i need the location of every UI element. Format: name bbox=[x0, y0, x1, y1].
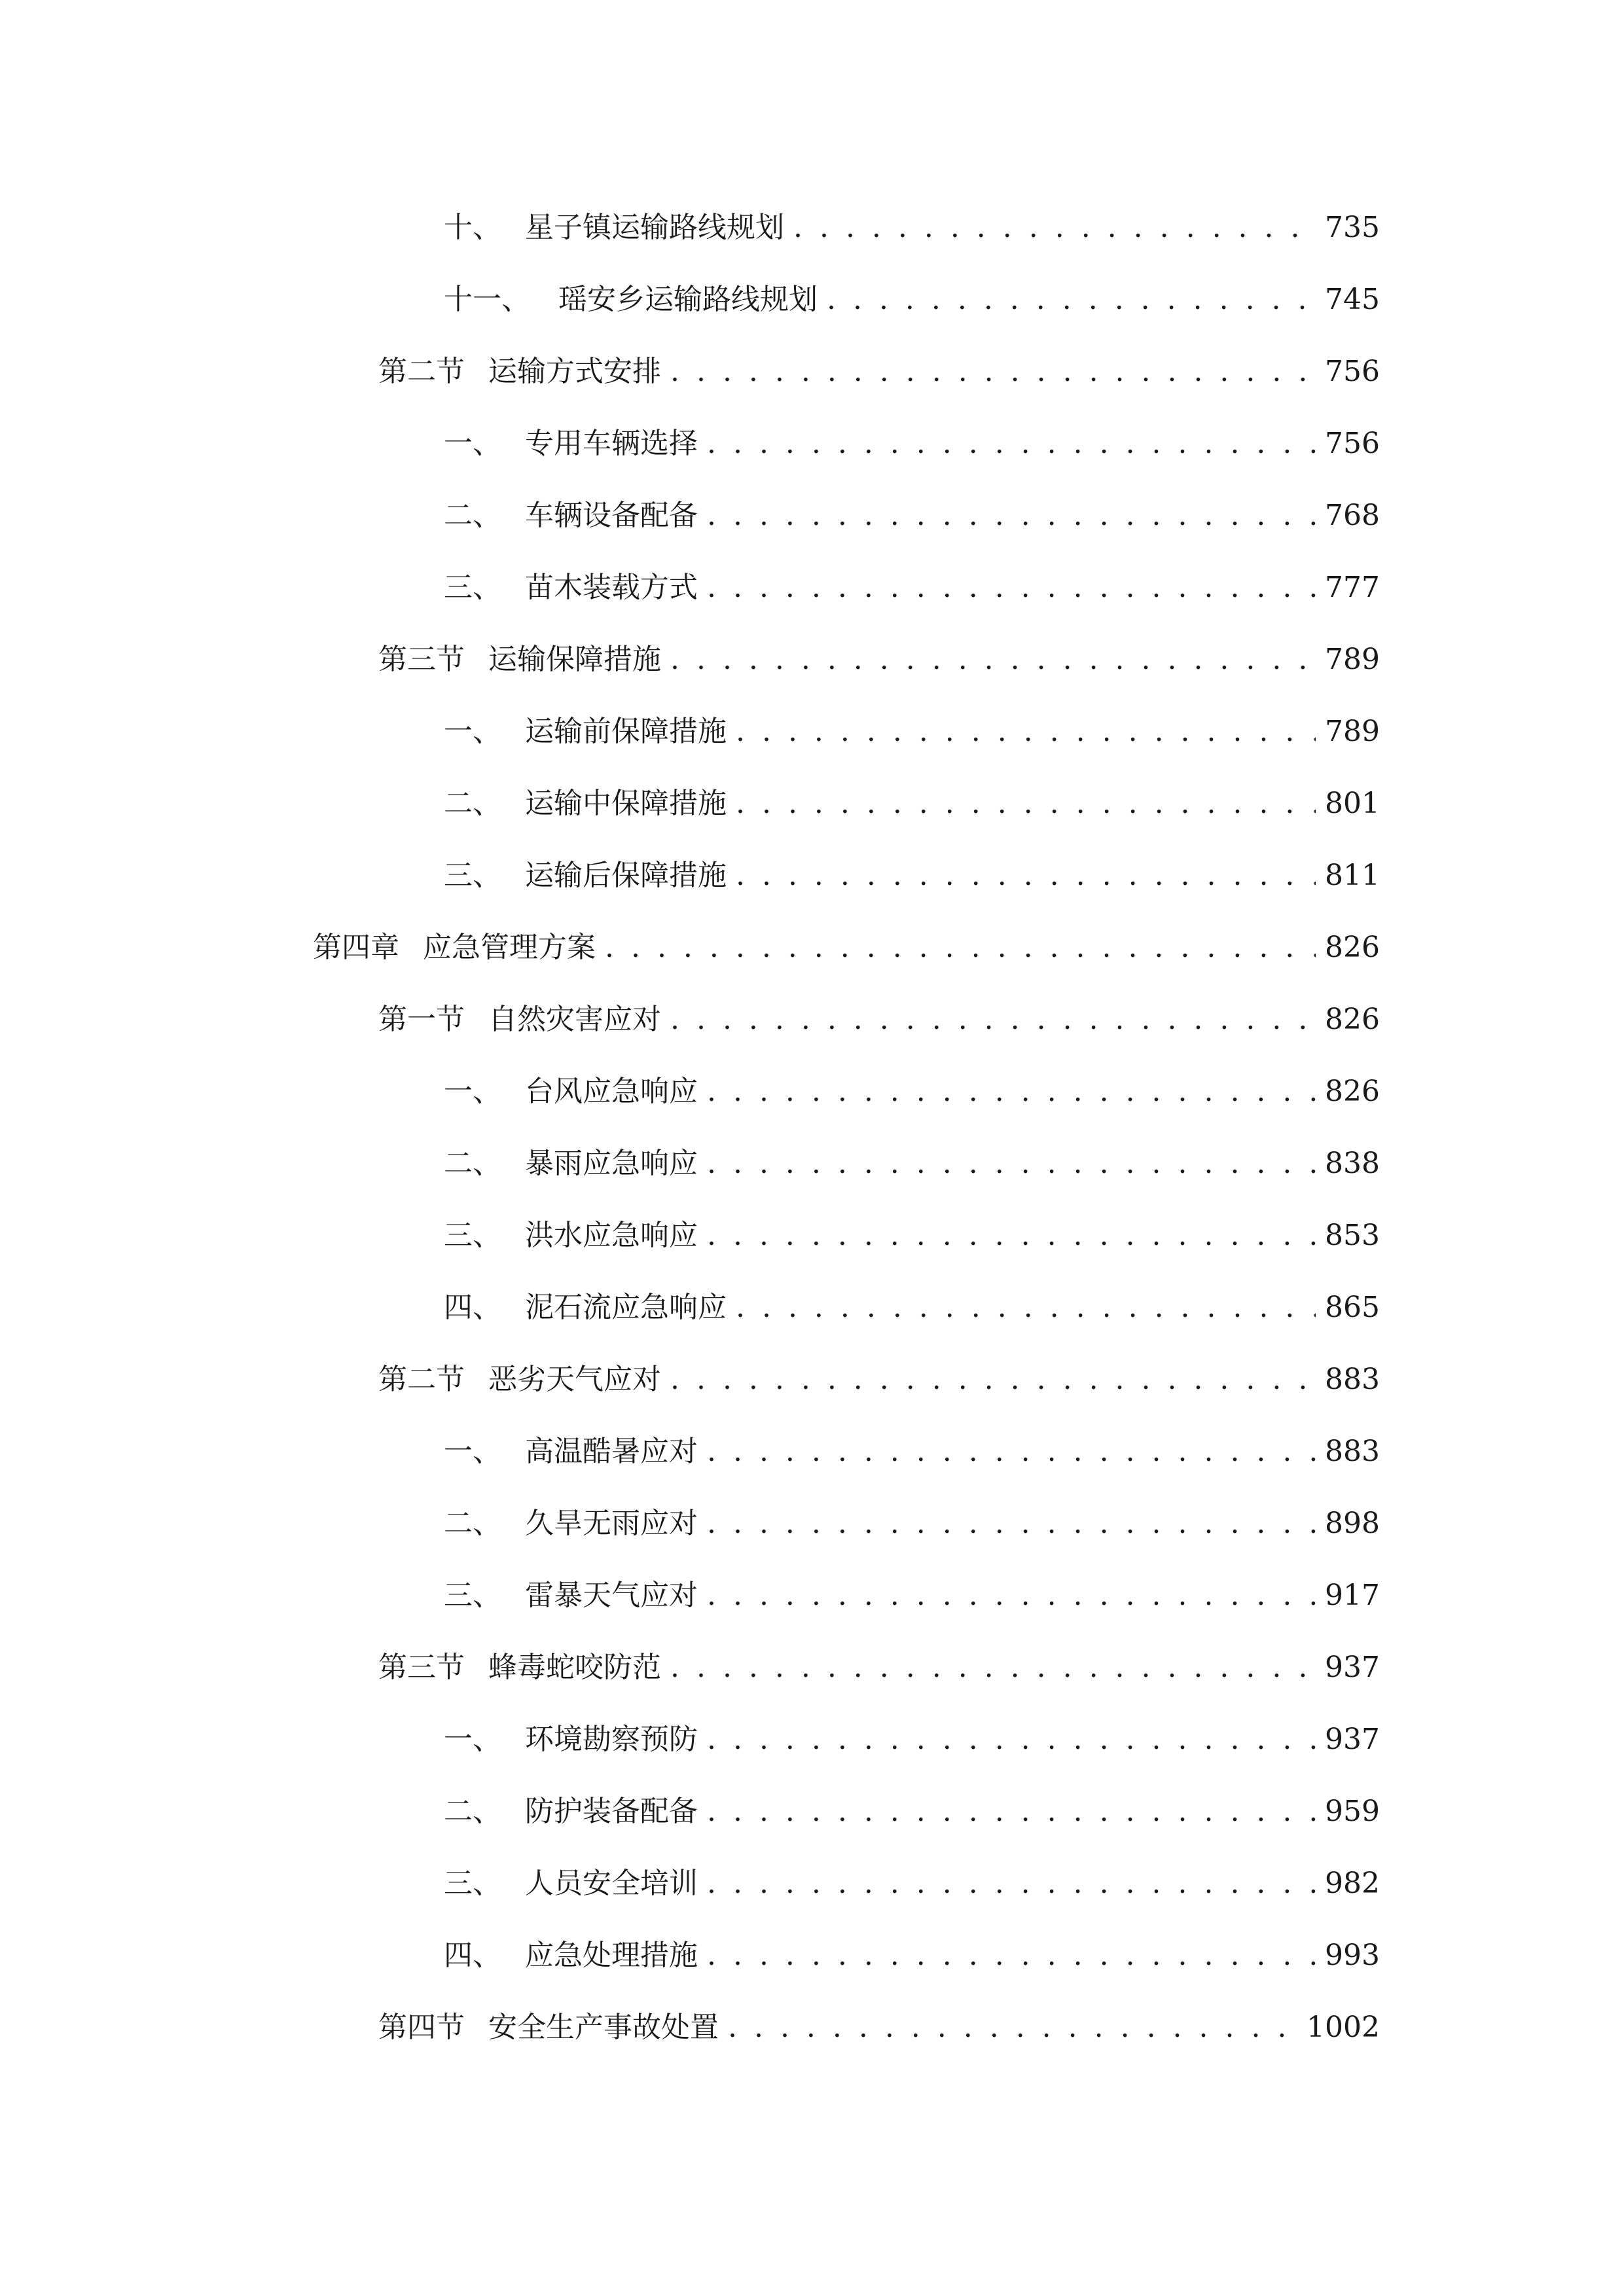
toc-entry-page: 917 bbox=[1325, 1579, 1380, 1612]
toc-entry-title: 苗木装载方式 bbox=[525, 571, 698, 604]
toc-entry[interactable] bbox=[444, 1573, 1380, 1619]
dot-leader bbox=[707, 1429, 1316, 1475]
toc-entry-number: 二、 bbox=[444, 1147, 501, 1180]
toc-entry-number: 四、 bbox=[444, 1291, 501, 1324]
toc-entry-page: 883 bbox=[1325, 1363, 1380, 1396]
dot-leader bbox=[707, 1573, 1316, 1619]
toc-entry-page: 768 bbox=[1325, 499, 1380, 532]
toc-entry-title: 恶劣天气应对 bbox=[488, 1363, 661, 1396]
dot-leader bbox=[707, 1213, 1316, 1259]
toc-entry-number: 一、 bbox=[444, 1075, 501, 1108]
toc-entry-page: 826 bbox=[1325, 1075, 1380, 1108]
toc-entry-page: 789 bbox=[1325, 715, 1380, 748]
toc-entry-number: 第一节 bbox=[378, 1003, 465, 1036]
toc-entry[interactable] bbox=[444, 1861, 1380, 1907]
dot-leader bbox=[707, 421, 1316, 467]
toc-entry[interactable] bbox=[444, 1429, 1380, 1475]
dot-leader bbox=[670, 997, 1316, 1043]
toc-entry-page: 826 bbox=[1325, 1003, 1380, 1036]
toc-entry-page: 838 bbox=[1325, 1147, 1380, 1180]
toc-entry[interactable] bbox=[444, 421, 1380, 467]
dot-leader bbox=[736, 781, 1316, 827]
dot-leader bbox=[827, 277, 1316, 323]
toc-entry-number: 第三节 bbox=[378, 643, 465, 676]
toc-entry-title: 人员安全培训 bbox=[525, 1867, 698, 1900]
toc-entry-page: 826 bbox=[1325, 931, 1380, 964]
toc-entry-page: 865 bbox=[1325, 1291, 1380, 1324]
toc-entry-page: 937 bbox=[1325, 1723, 1380, 1756]
dot-leader bbox=[707, 1933, 1316, 1979]
toc-entry-page: 735 bbox=[1325, 211, 1380, 244]
toc-entry[interactable] bbox=[444, 1717, 1380, 1763]
toc-entry-page: 811 bbox=[1325, 859, 1380, 892]
toc-entry-page: 789 bbox=[1325, 643, 1380, 676]
toc-entry-number: 一、 bbox=[444, 715, 501, 748]
dot-leader bbox=[707, 1069, 1316, 1115]
toc-entry[interactable] bbox=[444, 853, 1380, 899]
toc-entry-title: 环境勘察预防 bbox=[525, 1723, 698, 1756]
dot-leader bbox=[707, 1789, 1316, 1835]
toc-entry-number: 二、 bbox=[444, 787, 501, 820]
dot-leader bbox=[670, 1357, 1316, 1403]
toc-entry-title: 车辆设备配备 bbox=[525, 499, 698, 532]
dot-leader bbox=[736, 853, 1316, 899]
toc-entry[interactable] bbox=[378, 1357, 1380, 1403]
toc-entry-number: 二、 bbox=[444, 1795, 501, 1828]
toc-entry-title: 蜂毒蛇咬防范 bbox=[488, 1651, 661, 1684]
toc-entry-number: 一、 bbox=[444, 427, 501, 460]
dot-leader bbox=[670, 1645, 1316, 1691]
dot-leader bbox=[605, 925, 1316, 971]
toc-entry-page: 959 bbox=[1325, 1795, 1380, 1828]
toc-entry-title: 泥石流应急响应 bbox=[525, 1291, 727, 1324]
toc-entry[interactable] bbox=[444, 493, 1380, 539]
toc-entry-number: 二、 bbox=[444, 499, 501, 532]
dot-leader bbox=[707, 565, 1316, 611]
dot-leader bbox=[707, 1861, 1316, 1907]
toc-entry-title: 暴雨应急响应 bbox=[525, 1147, 698, 1180]
toc-entry-number: 第四章 bbox=[313, 931, 399, 964]
toc-entry-title: 专用车辆选择 bbox=[525, 427, 698, 460]
toc-entry[interactable] bbox=[444, 709, 1380, 755]
dot-leader bbox=[670, 637, 1316, 683]
toc-entry-title: 高温酷暑应对 bbox=[525, 1435, 698, 1468]
toc-entry-title: 台风应急响应 bbox=[525, 1075, 698, 1108]
toc-entry[interactable] bbox=[378, 637, 1380, 683]
toc-entry[interactable] bbox=[444, 1501, 1380, 1547]
toc-entry[interactable] bbox=[444, 1285, 1380, 1331]
toc-entry-page: 853 bbox=[1325, 1219, 1380, 1252]
toc-entry-title: 安全生产事故处置 bbox=[488, 2011, 719, 2044]
dot-leader bbox=[736, 709, 1316, 755]
toc-entry-page: 937 bbox=[1325, 1651, 1380, 1684]
toc-entry-title: 防护装备配备 bbox=[525, 1795, 698, 1828]
toc-entry-title: 自然灾害应对 bbox=[488, 1003, 661, 1036]
toc-entry-number: 十一、 bbox=[444, 283, 530, 316]
toc-entry-page: 745 bbox=[1325, 283, 1380, 316]
toc-entry[interactable] bbox=[444, 781, 1380, 827]
toc-entry[interactable] bbox=[378, 349, 1380, 395]
toc-entry-title: 运输中保障措施 bbox=[525, 787, 727, 820]
toc-entry-page: 898 bbox=[1325, 1507, 1380, 1540]
toc-entry[interactable] bbox=[444, 1933, 1380, 1979]
toc-entry[interactable] bbox=[378, 997, 1380, 1043]
toc-entry-number: 三、 bbox=[444, 1579, 501, 1612]
toc-entry-number: 第四节 bbox=[378, 2011, 465, 2044]
toc-entry-number: 三、 bbox=[444, 571, 501, 604]
dot-leader bbox=[707, 1141, 1316, 1187]
toc-entry-title: 应急处理措施 bbox=[525, 1939, 698, 1972]
toc-entry[interactable] bbox=[444, 205, 1380, 251]
dot-leader bbox=[728, 2005, 1297, 2051]
toc-entry-page: 756 bbox=[1325, 427, 1380, 460]
toc-entry[interactable] bbox=[444, 277, 1380, 323]
dot-leader bbox=[793, 205, 1316, 251]
toc-entry-title: 运输后保障措施 bbox=[525, 859, 727, 892]
toc-entry-number: 十、 bbox=[444, 211, 501, 244]
toc-entry-number: 二、 bbox=[444, 1507, 501, 1540]
toc-entry-title: 运输前保障措施 bbox=[525, 715, 727, 748]
toc-entry-title: 久旱无雨应对 bbox=[525, 1507, 698, 1540]
toc-entry[interactable] bbox=[444, 565, 1380, 611]
toc-entry-number: 第二节 bbox=[378, 355, 465, 388]
toc-entry-number: 三、 bbox=[444, 1219, 501, 1252]
toc-entry-page: 1002 bbox=[1307, 2011, 1380, 2044]
toc-entry-title: 星子镇运输路线规划 bbox=[525, 211, 784, 244]
toc-entry[interactable] bbox=[378, 1645, 1380, 1691]
toc-entry[interactable] bbox=[378, 2005, 1380, 2051]
toc-entry-title: 应急管理方案 bbox=[423, 931, 596, 964]
toc-entry[interactable] bbox=[444, 1213, 1380, 1259]
dot-leader bbox=[707, 1717, 1316, 1763]
toc-entry-title: 洪水应急响应 bbox=[525, 1219, 698, 1252]
dot-leader bbox=[670, 349, 1316, 395]
toc-entry-page: 756 bbox=[1325, 355, 1380, 388]
dot-leader bbox=[736, 1285, 1316, 1331]
toc-entry-title: 运输方式安排 bbox=[488, 355, 661, 388]
toc-entry[interactable] bbox=[444, 1789, 1380, 1835]
toc-entry-number: 三、 bbox=[444, 859, 501, 892]
toc-entry-number: 第三节 bbox=[378, 1651, 465, 1684]
toc-entry-number: 四、 bbox=[444, 1939, 501, 1972]
toc-entry-number: 一、 bbox=[444, 1435, 501, 1468]
toc-entry-number: 一、 bbox=[444, 1723, 501, 1756]
toc-entry-page: 777 bbox=[1325, 571, 1380, 604]
toc-entry-title: 雷暴天气应对 bbox=[525, 1579, 698, 1612]
toc-entry[interactable] bbox=[313, 925, 1380, 971]
toc-entry[interactable] bbox=[444, 1069, 1380, 1115]
toc-entry-page: 993 bbox=[1325, 1939, 1380, 1972]
toc-entry[interactable] bbox=[444, 1141, 1380, 1187]
toc-entry-page: 883 bbox=[1325, 1435, 1380, 1468]
toc-entry-title: 瑶安乡运输路线规划 bbox=[558, 283, 818, 316]
toc-entry-page: 801 bbox=[1325, 787, 1380, 820]
toc-entry-title: 运输保障措施 bbox=[488, 643, 661, 676]
toc-entry-number: 第二节 bbox=[378, 1363, 465, 1396]
toc-entry-page: 982 bbox=[1325, 1867, 1380, 1900]
dot-leader bbox=[707, 493, 1316, 539]
dot-leader bbox=[707, 1501, 1316, 1547]
toc-entry-number: 三、 bbox=[444, 1867, 501, 1900]
